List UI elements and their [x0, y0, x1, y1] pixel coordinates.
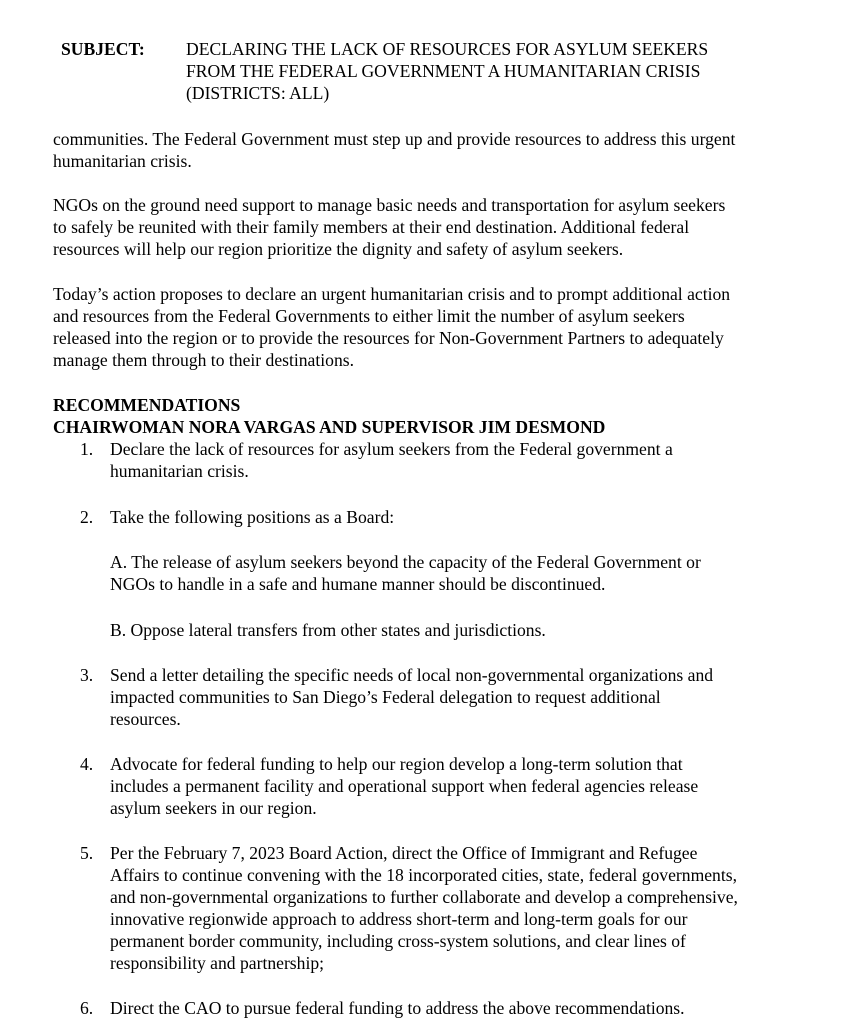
item-line: and non-governmental organizations to further collaborate and develop a comprehensive, — [110, 887, 738, 907]
recommendation-item — [53, 842, 813, 974]
item-line: asylum seekers in our region. — [110, 798, 317, 818]
subject-line: FROM THE FEDERAL GOVERNMENT A HUMANITARIAN CRISIS — [186, 61, 701, 81]
subject-block — [61, 38, 806, 104]
item-line: humanitarian crisis. — [110, 461, 249, 481]
paragraph-todays-action — [53, 283, 813, 371]
recommendation-item — [53, 506, 813, 641]
subject-label: SUBJECT: — [61, 39, 145, 59]
sub-item-line: A. The release of asylum seekers beyond the capacity of the Federal Government or — [110, 552, 701, 572]
paragraph-line: released into the region or to provide the resources for Non-Government Partners to adequately — [53, 328, 724, 348]
paragraph-line: NGOs on the ground need support to manage basic needs and transportation for asylum seekers — [53, 195, 726, 215]
item-number: 4. — [80, 754, 94, 774]
item-number: 2. — [80, 507, 94, 527]
paragraph-line: and resources from the Federal Governments to either limit the number of asylum seekers — [53, 306, 685, 326]
item-line: Affairs to continue convening with the 18 incorporated cities, state, federal governments, — [110, 865, 737, 885]
item-line: resources. — [110, 709, 181, 729]
item-line: impacted communities to San Diego’s Federal delegation to request additional — [110, 687, 661, 707]
recommendation-item — [53, 438, 813, 482]
recommendation-item — [53, 997, 813, 1019]
item-line: Declare the lack of resources for asylum seekers from the Federal government a — [110, 439, 673, 459]
item-line: innovative regionwide approach to address short-term and long-term goals for our — [110, 909, 688, 929]
item-line: Take the following positions as a Board: — [110, 507, 395, 527]
paragraph-line: communities. The Federal Government must step up and provide resources to address this urgent — [53, 129, 736, 149]
item-line: Per the February 7, 2023 Board Action, direct the Office of Immigrant and Refugee — [110, 843, 698, 863]
paragraph-line: manage them through to their destinations. — [53, 350, 354, 370]
sub-item-a — [110, 551, 813, 595]
item-number: 3. — [80, 665, 94, 685]
subject-line: DECLARING THE LACK OF RESOURCES FOR ASYLUM SEEKERS — [186, 39, 709, 59]
recommendations-heading: RECOMMENDATIONS — [53, 395, 241, 415]
recommendation-item — [53, 664, 813, 730]
paragraph-line: to safely be reunited with their family members at their end destination. Additional federal — [53, 217, 690, 237]
recommendations-list — [53, 438, 813, 1019]
sub-item-line: NGOs to handle in a safe and humane manner should be discontinued. — [110, 574, 606, 594]
item-number: 6. — [80, 998, 94, 1018]
item-line: Direct the CAO to pursue federal funding to address the above recommendations. — [110, 998, 685, 1018]
paragraph-continuation — [53, 128, 813, 172]
paragraph-line: Today’s action proposes to declare an urgent humanitarian crisis and to prompt additional action — [53, 284, 731, 304]
subject-title — [186, 38, 806, 104]
paragraph-ngo-support — [53, 194, 813, 260]
subject-line: (DISTRICTS: ALL) — [186, 83, 330, 103]
recommendations-subheading: CHAIRWOMAN NORA VARGAS AND SUPERVISOR JIM DESMOND — [53, 417, 606, 437]
item-line: permanent border community, including cross-system solutions, and clear lines of — [110, 931, 686, 951]
item-line: includes a permanent facility and operational support when federal agencies release — [110, 776, 699, 796]
sub-item-b — [110, 619, 813, 641]
item-line: Send a letter detailing the specific needs of local non-governmental organizations and — [110, 665, 714, 685]
item-line: responsibility and partnership; — [110, 953, 325, 973]
item-number: 5. — [80, 843, 94, 863]
item-number: 1. — [80, 439, 94, 459]
recommendation-item — [53, 753, 813, 819]
recommendations-section — [53, 394, 813, 1019]
paragraph-line: resources will help our region prioritize the dignity and safety of asylum seekers. — [53, 239, 624, 259]
item-line: Advocate for federal funding to help our region develop a long-term solution that — [110, 754, 683, 774]
paragraph-line: humanitarian crisis. — [53, 151, 192, 171]
sub-item-line: B. Oppose lateral transfers from other states and jurisdictions. — [110, 620, 546, 640]
